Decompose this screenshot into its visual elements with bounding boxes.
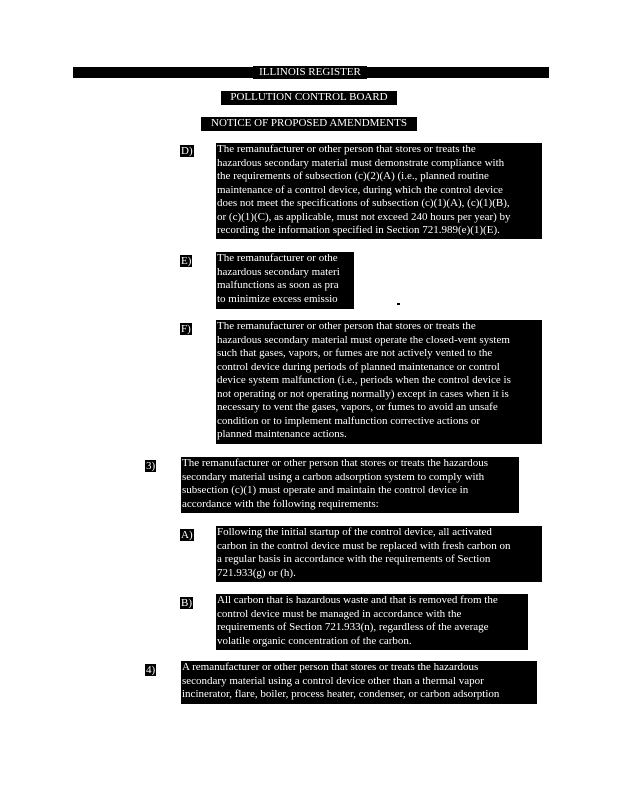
text-line: Following the initial startup of the control device, all activated xyxy=(217,526,492,538)
item-label-d: D) xyxy=(181,145,193,157)
text-line: recording the information specified in Section 721.989(e)(1)(E). xyxy=(217,224,500,236)
text-line: requirements of Section 721.933(n), regardless of the average xyxy=(217,621,489,633)
text-line: carbon in the control device must be replaced with fresh carbon on xyxy=(217,539,511,552)
text-line: the requirements of subsection (c)(2)(A) (i.e., planned routine xyxy=(217,170,489,182)
item-text-3 xyxy=(181,457,519,513)
text-line: necessary to vent the gases, vapors, or fumes to avoid an unsafe xyxy=(217,401,498,413)
text-line: hazardous secondary material must operate the closed-vent system xyxy=(217,333,510,346)
text-line: hazardous secondary material must demonstrate compliance with xyxy=(217,156,505,169)
text-line: subsection (c)(1) must operate and maintain the control device in xyxy=(182,484,469,496)
text-line: 721.933(g) or (h). xyxy=(217,566,296,579)
text-line: control device during periods of planned maintenance or control xyxy=(217,360,500,373)
text-line: or (c)(1)(C), as applicable, must not exceed 240 hours per year) by xyxy=(217,210,511,223)
text-line: such that gases, vapors, or fumes are not actively vented to the xyxy=(217,347,493,359)
text-line: hazardous secondary materi xyxy=(217,265,340,278)
item-label-e: E) xyxy=(181,255,192,267)
text-line: incinerator, flare, boiler, process heater, condenser, or carbon adsorption xyxy=(182,688,500,700)
text-line: malfunctions as soon as pra xyxy=(217,279,339,291)
register-title: ILLINOIS REGISTER xyxy=(253,66,367,79)
item-label-4: 4) xyxy=(146,664,156,676)
text-line: accordance with the following requirements: xyxy=(182,497,379,510)
text-line: secondary material using a control device other than a thermal vapor xyxy=(182,674,484,687)
text-line: device system malfunction (i.e., periods when the control device is xyxy=(217,374,511,386)
stray-mark xyxy=(397,303,400,305)
item-text-4 xyxy=(181,661,537,704)
text-line: The remanufacturer or other person that stores or treats the xyxy=(217,143,476,155)
text-line: All carbon that is hazardous waste and that is removed from the xyxy=(217,594,498,606)
text-line: a regular basis in accordance with the requirements of Section xyxy=(217,553,491,565)
item-label-a: A) xyxy=(181,529,193,541)
item-text-a xyxy=(216,526,542,582)
text-line: The remanufacturer or other person that stores or treats the hazardous xyxy=(182,457,489,469)
text-line: A remanufacturer or other person that stores or treats the hazardous xyxy=(182,661,479,673)
text-line: to minimize excess emissio xyxy=(217,292,338,305)
text-line: condition or to implement malfunction corrective actions or xyxy=(217,414,481,427)
notice-title: NOTICE OF PROPOSED AMENDMENTS xyxy=(201,117,417,131)
text-line: secondary material using a carbon adsorption system to comply with xyxy=(182,470,485,483)
item-text-d xyxy=(216,143,542,239)
text-line: not operating or not operating normally) except in cases when it is xyxy=(217,387,509,400)
item-label-f: F) xyxy=(181,323,191,335)
text-line: control device must be managed in accordance with the xyxy=(217,607,462,620)
item-label-b: B) xyxy=(181,597,192,609)
item-label-3: 3) xyxy=(146,460,156,472)
item-text-b xyxy=(216,594,528,650)
text-line: maintenance of a control device, during which the control device xyxy=(217,183,503,196)
item-text-f xyxy=(216,320,542,444)
agency-title: POLLUTION CONTROL BOARD xyxy=(221,91,397,105)
item-text-e xyxy=(216,252,354,309)
text-line: does not meet the specifications of subsection (c)(1)(A), (c)(1)(B), xyxy=(217,197,510,209)
text-line: The remanufacturer or othe xyxy=(217,252,338,264)
text-line: planned maintenance actions. xyxy=(217,428,347,440)
text-line: volatile organic concentration of the carbon. xyxy=(217,634,412,647)
text-line: The remanufacturer or other person that stores or treats the xyxy=(217,320,476,332)
